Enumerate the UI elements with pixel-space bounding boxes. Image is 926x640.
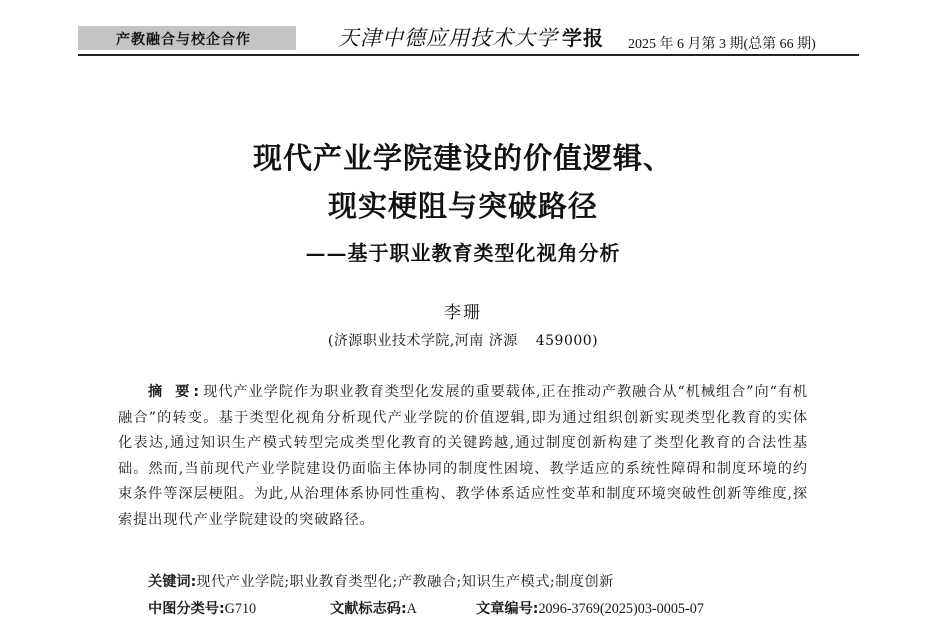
affiliation-text: (济源职业技术学院,河南 济源 — [327, 333, 518, 349]
header-rule — [78, 54, 859, 56]
article-number — [476, 598, 704, 618]
doc-value: A — [406, 601, 417, 617]
subtitle: ——基于职业教育类型化视角分析 — [305, 241, 621, 265]
journal-name — [338, 22, 604, 52]
issue-info: 2025 年 6 月第 3 期(总第 66 期) — [628, 37, 816, 52]
journal-suffix: 学报 — [562, 26, 604, 50]
journal-title: 天津中德应用技术大学 — [338, 26, 558, 50]
abstract-text: 现代产业学院作为职业教育类型化发展的重要载体,正在推动产教融合从“机械组合”向“有机融合”的转变。基于类型化视角分析现代产业学院的价值逻辑,即为通过组织创新实现类型化教育的实体化表达,通过知识生产模式转型完成类型化教育的关键跨越,通过制度创新构建了类型化教育的合法性基础。然而,当前现代产业学院建设仍面临主体协同的制度性困境、教学适应的系统性障碍和制度环境的约束条件等深层梗阻。为此,从治理体系协同性重构、教学体系适应性变革和制度环境突破性创新等维度,探索提出现代产业学院建设的突破路径。 — [118, 384, 808, 528]
author-name: 李珊 — [444, 303, 482, 323]
keywords-text: 现代产业学院;职业教育类型化;产教融合;知识生产模式;制度创新 — [196, 574, 614, 590]
clc-value: G710 — [224, 601, 257, 617]
keywords-label: 关键词: — [148, 574, 197, 590]
abstract — [118, 380, 808, 533]
section-label: 产教融合与校企合作 — [116, 32, 251, 48]
clc-number — [148, 598, 256, 618]
abstract-label: 摘 要: — [148, 384, 204, 400]
section-tab — [78, 26, 296, 50]
clc-label: 中图分类号: — [148, 601, 225, 617]
doc-label: 文献标志码: — [330, 601, 407, 617]
page-header — [0, 0, 926, 60]
affiliation — [0, 330, 926, 350]
art-label: 文章编号: — [476, 601, 539, 617]
title-line-1: 现代产业学院建设的价值逻辑、 — [252, 141, 673, 175]
keywords — [148, 571, 614, 591]
art-value: 2096-3769(2025)03-0005-07 — [538, 601, 704, 617]
title-line-2: 现实梗阻与突破路径 — [327, 189, 598, 223]
document-code — [330, 598, 417, 618]
postcode: 459000) — [535, 333, 599, 349]
